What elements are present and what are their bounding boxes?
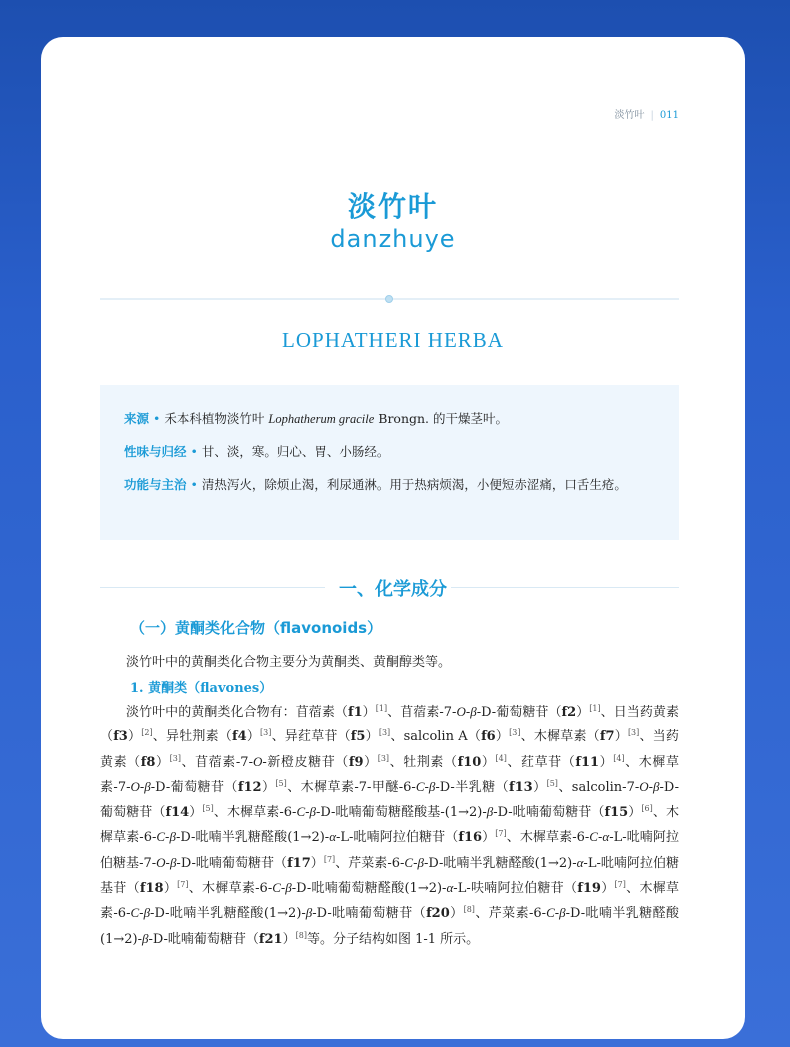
info-box bbox=[100, 385, 679, 540]
source-species: Lophatherum gracile bbox=[268, 412, 375, 426]
info-function: 功能与主治 • 清热泻火，除烦止渴，利尿通淋。用于热病烦渴，小便短赤涩痛，口舌生疮。 bbox=[124, 477, 627, 492]
function-text: 清热泻火，除烦止渴，利尿通淋。用于热病烦渴，小便短赤涩痛，口舌生疮。 bbox=[201, 477, 627, 492]
divider-ornament bbox=[385, 295, 393, 303]
latin-name: LOPHATHERI HERBA bbox=[282, 328, 504, 352]
info-nature: 性味与归经 • 甘、淡，寒。归心、胃、小肠经。 bbox=[124, 444, 390, 459]
item-heading: 1. 黄酮类（flavones） bbox=[130, 681, 273, 696]
info-source: 来源 • 禾本科植物淡竹叶 Lophatherum gracile Brongn. 的干燥茎叶。 bbox=[124, 411, 508, 426]
running-head-separator: | bbox=[650, 110, 654, 121]
monograph-title: 淡竹叶 bbox=[347, 190, 438, 223]
section-heading: 一、化学成分 bbox=[339, 579, 447, 600]
nature-label: 性味与归经 bbox=[124, 444, 187, 459]
intro-paragraph: 淡竹叶中的黄酮类化合物主要分为黄酮类、黄酮醇类等。 bbox=[126, 655, 452, 670]
monograph-pinyin: danzhuye bbox=[330, 225, 456, 253]
source-text-end: Brongn. 的干燥茎叶。 bbox=[374, 411, 508, 426]
function-label: 功能与主治 bbox=[124, 477, 187, 492]
subsection-heading: （一）黄酮类化合物（flavonoids） bbox=[130, 619, 383, 637]
source-label: 来源 bbox=[124, 411, 150, 426]
source-text: 禾本科植物淡竹叶 bbox=[164, 411, 269, 426]
flavones-paragraph: 淡竹叶中的黄酮类化合物有：苜蓿素（f1）[1]、苜蓿素-7-O-β-D-葡萄糖苷（f2）[1]、日当药黄素（f3）[2]、异牡荆素（f4）[3]、异荭草苷（f5）[3]、salcolin A（f6）[3]、木樨草素（f7）[3]、当药黄素（f8）[3]、苜蓿素-7-O-新橙皮糖苷（f9）[3]、牡荆素（f10）[4]、荭草苷（f11）[4]、木樨草素-7-O-β-D-葡萄糖苷（f12）[5]、木樨草素-7-甲醚-6-C-β-D-半乳糖（f13）[5]、salcolin-7-O-β-D-葡萄糖苷（f14）[5]、木樨草素-6-C-β-D-吡喃葡萄糖醛酸基-(1→2)-β-D-吡喃葡萄糖苷（f15）[6]、木樨草素-6-C-β-D-吡喃半乳糖醛酸(1→2)-α-L-吡喃阿拉伯糖苷（f16）[7]、木樨草素-6-C-α-L-吡喃阿拉伯糖基-7-O-β-D-吡喃葡萄糖苷（f17）[7]、芹菜素-6-C-β-D-吡喃半乳糖醛酸(1→2)-α-L-吡喃阿拉伯糖基苷（f18）[7]、木樨草素-6-C-β-D-吡喃葡萄糖醛酸(1→2)-α-L-呋喃阿拉伯糖苷（f19）[7]、木樨草素-6-C-β-D-吡喃半乳糖醛酸(1→2)-β-D-吡喃葡萄糖苷（f20）[8]、芹菜素-6-C-β-D-吡喃半乳糖醛酸(1→2)-β-D-吡喃葡萄糖苷（f21）[8]等。分子结构如图 1-1 所示。 bbox=[100, 704, 680, 947]
running-head-title: 淡竹叶 bbox=[614, 110, 645, 121]
page-number: 011 bbox=[659, 110, 679, 121]
nature-text: 甘、淡，寒。归心、胃、小肠经。 bbox=[201, 444, 390, 459]
document-page bbox=[41, 37, 745, 1039]
running-head bbox=[615, 106, 679, 121]
